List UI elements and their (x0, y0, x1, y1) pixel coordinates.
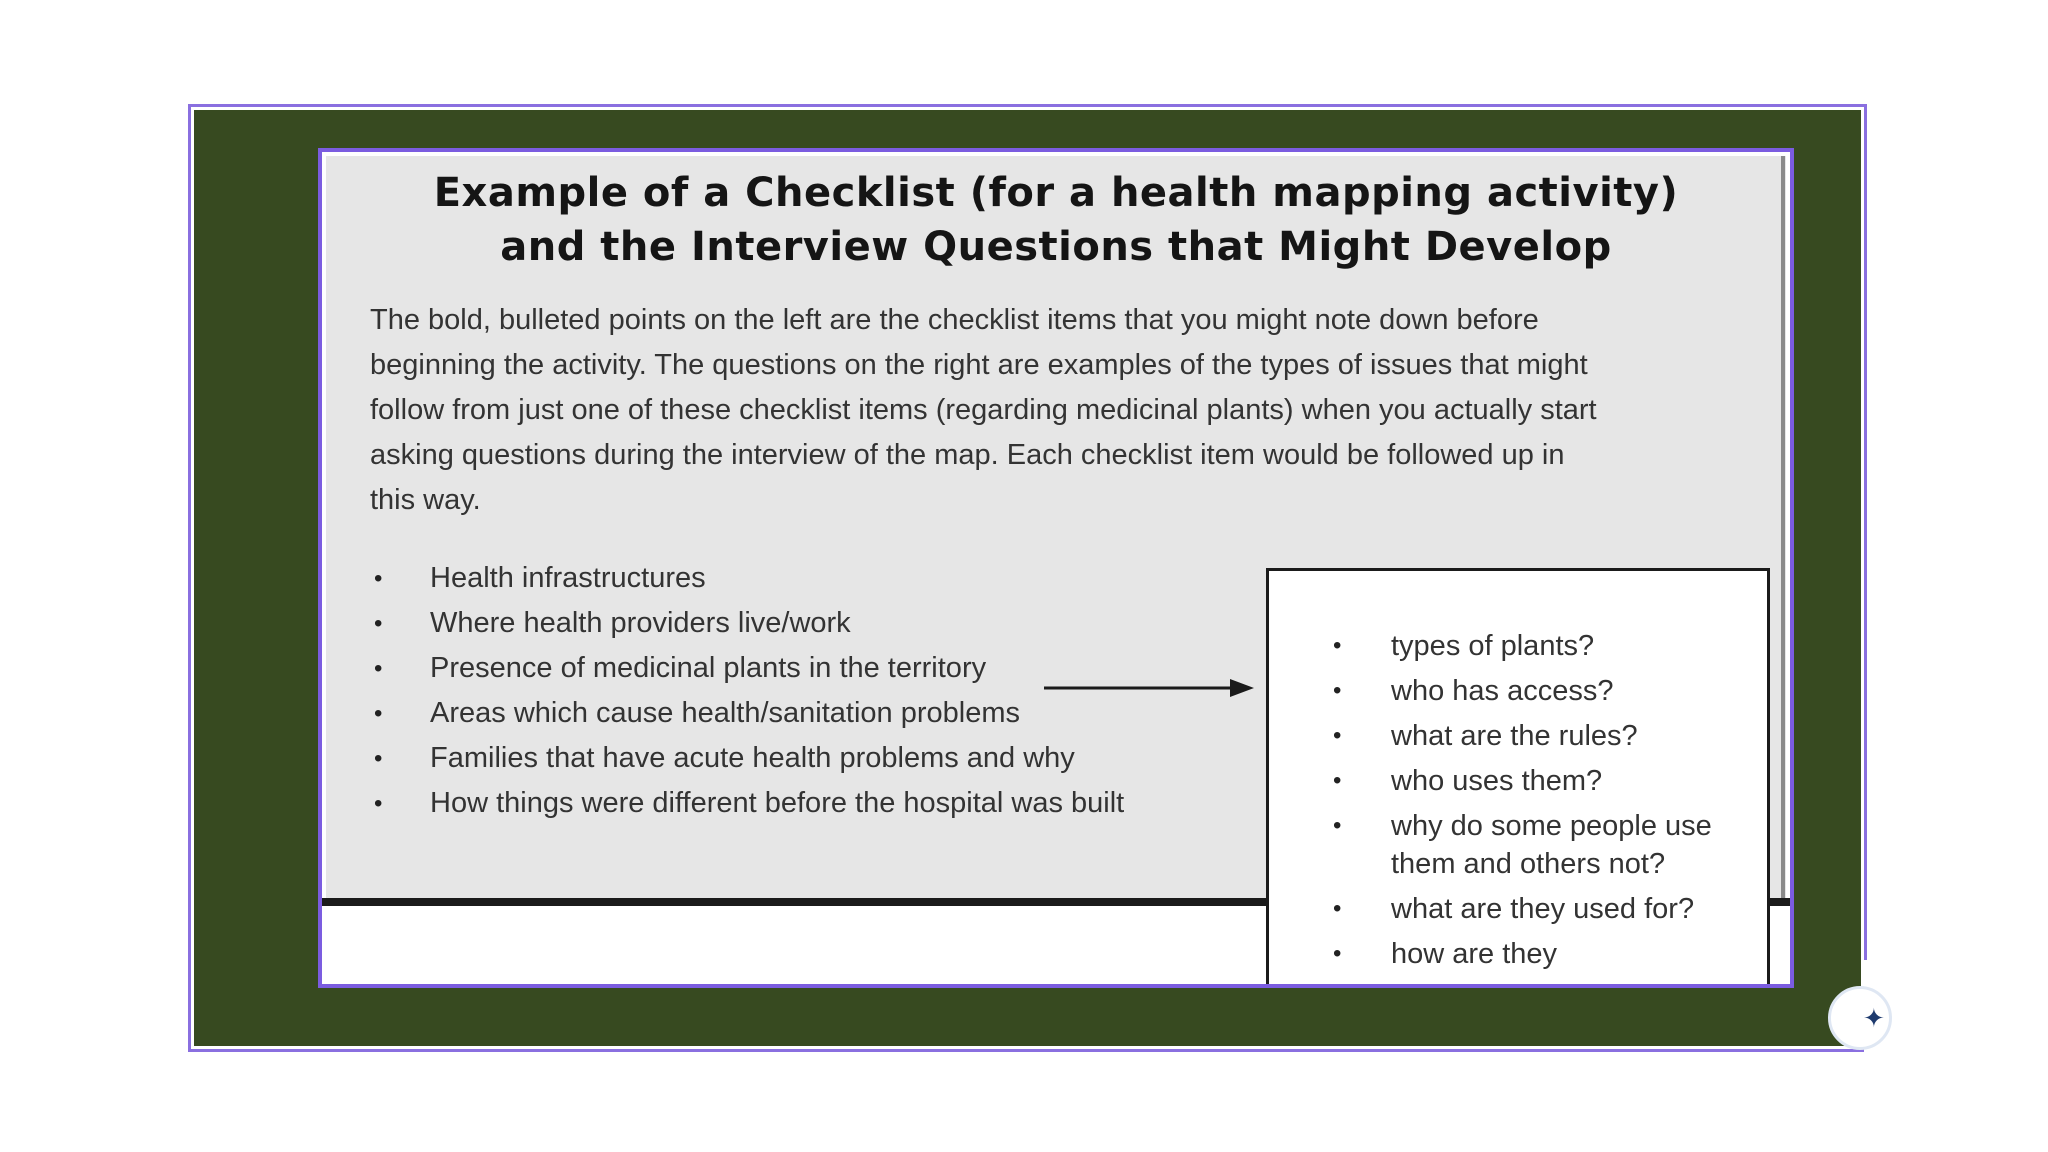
question-item (1309, 935, 1749, 973)
question-text: who uses them? (1391, 765, 1603, 797)
question-text: how are they (1391, 938, 1558, 970)
checklist-item-text: Where health providers live/work (430, 607, 851, 639)
intro-line: beginning the activity. The questions on the right are examples of the types of issues that might (370, 349, 1588, 381)
bullet: • (1333, 895, 1342, 922)
intro-line: asking questions during the interview of the map. Each checklist item would be followed up in (370, 439, 1565, 471)
bullet: • (374, 700, 383, 727)
page-title (326, 166, 1786, 274)
bullet: • (374, 790, 383, 817)
sparkle-icon: ✦ (1863, 1003, 1885, 1033)
bullet: • (1333, 940, 1342, 967)
bullet: • (1333, 767, 1342, 794)
question-text: who has access? (1391, 675, 1614, 707)
bullet: • (1333, 812, 1342, 839)
question-text: what are they used for? (1391, 893, 1695, 925)
bullet: • (1333, 632, 1342, 659)
bullet: • (1333, 677, 1342, 704)
question-text: why do some people use them and others not? (1391, 810, 1712, 880)
question-item (1309, 672, 1749, 710)
panel-edge (1781, 156, 1785, 898)
bullet: • (374, 610, 383, 637)
question-text: types of plants? (1391, 630, 1595, 662)
checklist-item-text: Health infrastructures (430, 562, 706, 594)
intro-line: this way. (370, 484, 481, 516)
title-line-1: Example of a Checklist (for a health mapping activity) (433, 170, 1679, 216)
question-item (1309, 627, 1749, 665)
questions-box (1266, 568, 1770, 988)
intro-line: follow from just one of these checklist items (regarding medicinal plants) when you actually start (370, 394, 1597, 426)
question-item (1309, 807, 1749, 883)
bullet: • (1333, 722, 1342, 749)
checklist-item (370, 601, 1250, 646)
checklist-item (370, 736, 1250, 781)
checklist-item (370, 781, 1250, 826)
checklist-item-text: How things were different before the hospital was built (430, 787, 1125, 819)
corner-area (1864, 960, 2048, 1152)
intro-line: The bold, bulleted points on the left are the checklist items that you might note down before (370, 304, 1539, 336)
bullet: • (374, 745, 383, 772)
question-list (1309, 627, 1749, 980)
title-line-2: and the Interview Questions that Might Develop (500, 224, 1612, 270)
document-image (318, 148, 1794, 988)
intro-paragraph (370, 298, 1730, 523)
question-text: what are the rules? (1391, 720, 1638, 752)
checklist-item (370, 556, 1250, 601)
question-item (1309, 890, 1749, 928)
bullet: • (374, 655, 383, 682)
checklist-item-text: Presence of medicinal plants in the territory (430, 652, 987, 684)
checklist-item-text: Families that have acute health problems and why (430, 742, 1075, 774)
question-item (1309, 762, 1749, 800)
question-item (1309, 717, 1749, 755)
checklist-item-text: Areas which cause health/sanitation problems (430, 697, 1020, 729)
assistant-button[interactable] (1828, 986, 1892, 1050)
bullet: • (374, 565, 383, 592)
right-arrow-icon (1044, 676, 1254, 700)
